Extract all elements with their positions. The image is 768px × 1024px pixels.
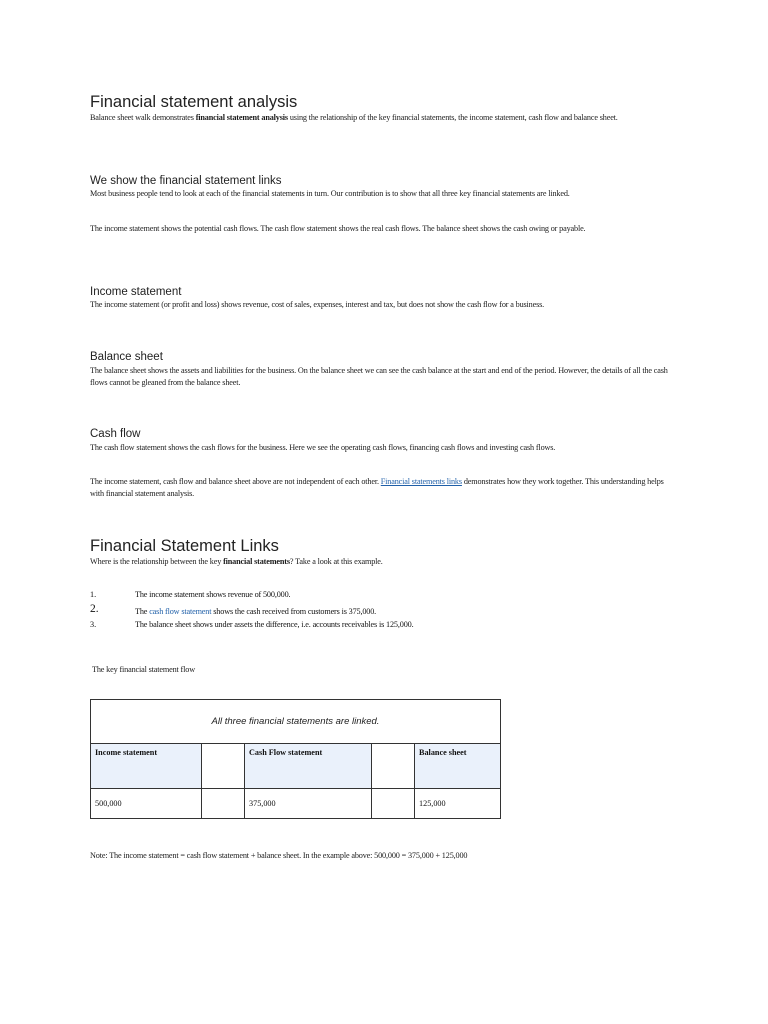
cashflow-text-end: demonstrates how they work together. This understanding helps with financial statement analysis. (90, 477, 664, 498)
financial-statements-links-link[interactable]: Financial statements links (380, 477, 462, 486)
header-balance-sheet: Balance sheet (415, 744, 501, 789)
page-title: Financial statement analysis (90, 93, 298, 111)
header-income-statement: Income statement (91, 744, 202, 789)
section-heading-income: Income statement (90, 286, 182, 298)
links-paragraph-1: Most business people tend to look at each of the financial statements in turn. Our contribution is to show that all three key financial statements are linked. (90, 189, 570, 198)
question-text: Where is the relationship between the key (90, 557, 224, 566)
cashflow-paragraph-2 (90, 476, 675, 499)
intro-text-end: using the relationship of the key financial statements, the income statement, cash flow and balance sheet. (287, 113, 618, 122)
list-item-text (135, 606, 376, 617)
value-income-statement: 500,000 (91, 789, 202, 819)
section-title-statement-links: Financial Statement Links (90, 537, 279, 555)
header-cash-flow-statement: Cash Flow statement (245, 744, 372, 789)
statements-table (90, 699, 501, 819)
links-question (90, 556, 675, 568)
note-text: Note: The income statement = cash flow statement + balance sheet. In the example above: 500,000 = 375,000 + 125,000 (90, 851, 468, 860)
flow-caption: The key financial statement flow (92, 665, 195, 674)
cashflow-text: The income statement, cash flow and balance sheet above are not independent of each other. (90, 477, 381, 486)
question-text-end: ? Take a look at this example. (289, 557, 383, 566)
question-bold: financial statements (223, 557, 290, 566)
value-balance-sheet: 125,000 (415, 789, 501, 819)
balance-paragraph: The balance sheet shows the assets and liabilities for the business. On the balance sheet we can see the cash balance at the start and end of the period. However, the details of all the cash flows cannot be gleaned from the balance sheet. (90, 366, 668, 387)
section-heading-links: We show the financial statement links (90, 175, 282, 187)
cashflow-paragraph-1: The cash flow statement shows the cash flows for the business. Here we see the operating cash flows, financing cash flows and investing cash flows. (90, 443, 556, 452)
section-heading-cashflow: Cash flow (90, 428, 141, 440)
table-header-row (91, 744, 501, 789)
list-number: 3. (90, 620, 97, 629)
list-number: 2. (90, 603, 99, 615)
table-caption: All three financial statements are linked. (91, 700, 501, 744)
list-item-text: The income statement shows revenue of 500,000. (135, 590, 291, 599)
intro-paragraph (90, 112, 675, 124)
table-gap-cell (372, 789, 415, 819)
section-heading-balance: Balance sheet (90, 351, 163, 363)
list-item-text-start: The (135, 607, 150, 616)
links-paragraph-2: The income statement shows the potential cash flows. The cash flow statement shows the real cash flows. The balance sheet shows the cash owing or payable. (90, 224, 586, 233)
list-number: 1. (90, 590, 97, 599)
table-gap-cell (202, 789, 245, 819)
income-paragraph: The income statement (or profit and loss) shows revenue, cost of sales, expenses, interest and tax, but does not show the cash flow for a business. (90, 300, 545, 309)
value-cash-flow-statement: 375,000 (245, 789, 372, 819)
list-item-text-end: shows the cash received from customers is 375,000. (211, 607, 377, 616)
table-gap-cell (202, 744, 245, 789)
table-row (91, 789, 501, 819)
cash-flow-statement-link[interactable]: cash flow statement (149, 607, 212, 616)
list-item-text: The balance sheet shows under assets the difference, i.e. accounts receivables is 125,000. (135, 620, 414, 629)
table-gap-cell (372, 744, 415, 789)
intro-text: Balance sheet walk demonstrates (90, 113, 196, 122)
intro-bold: financial statement analysis (195, 113, 288, 122)
